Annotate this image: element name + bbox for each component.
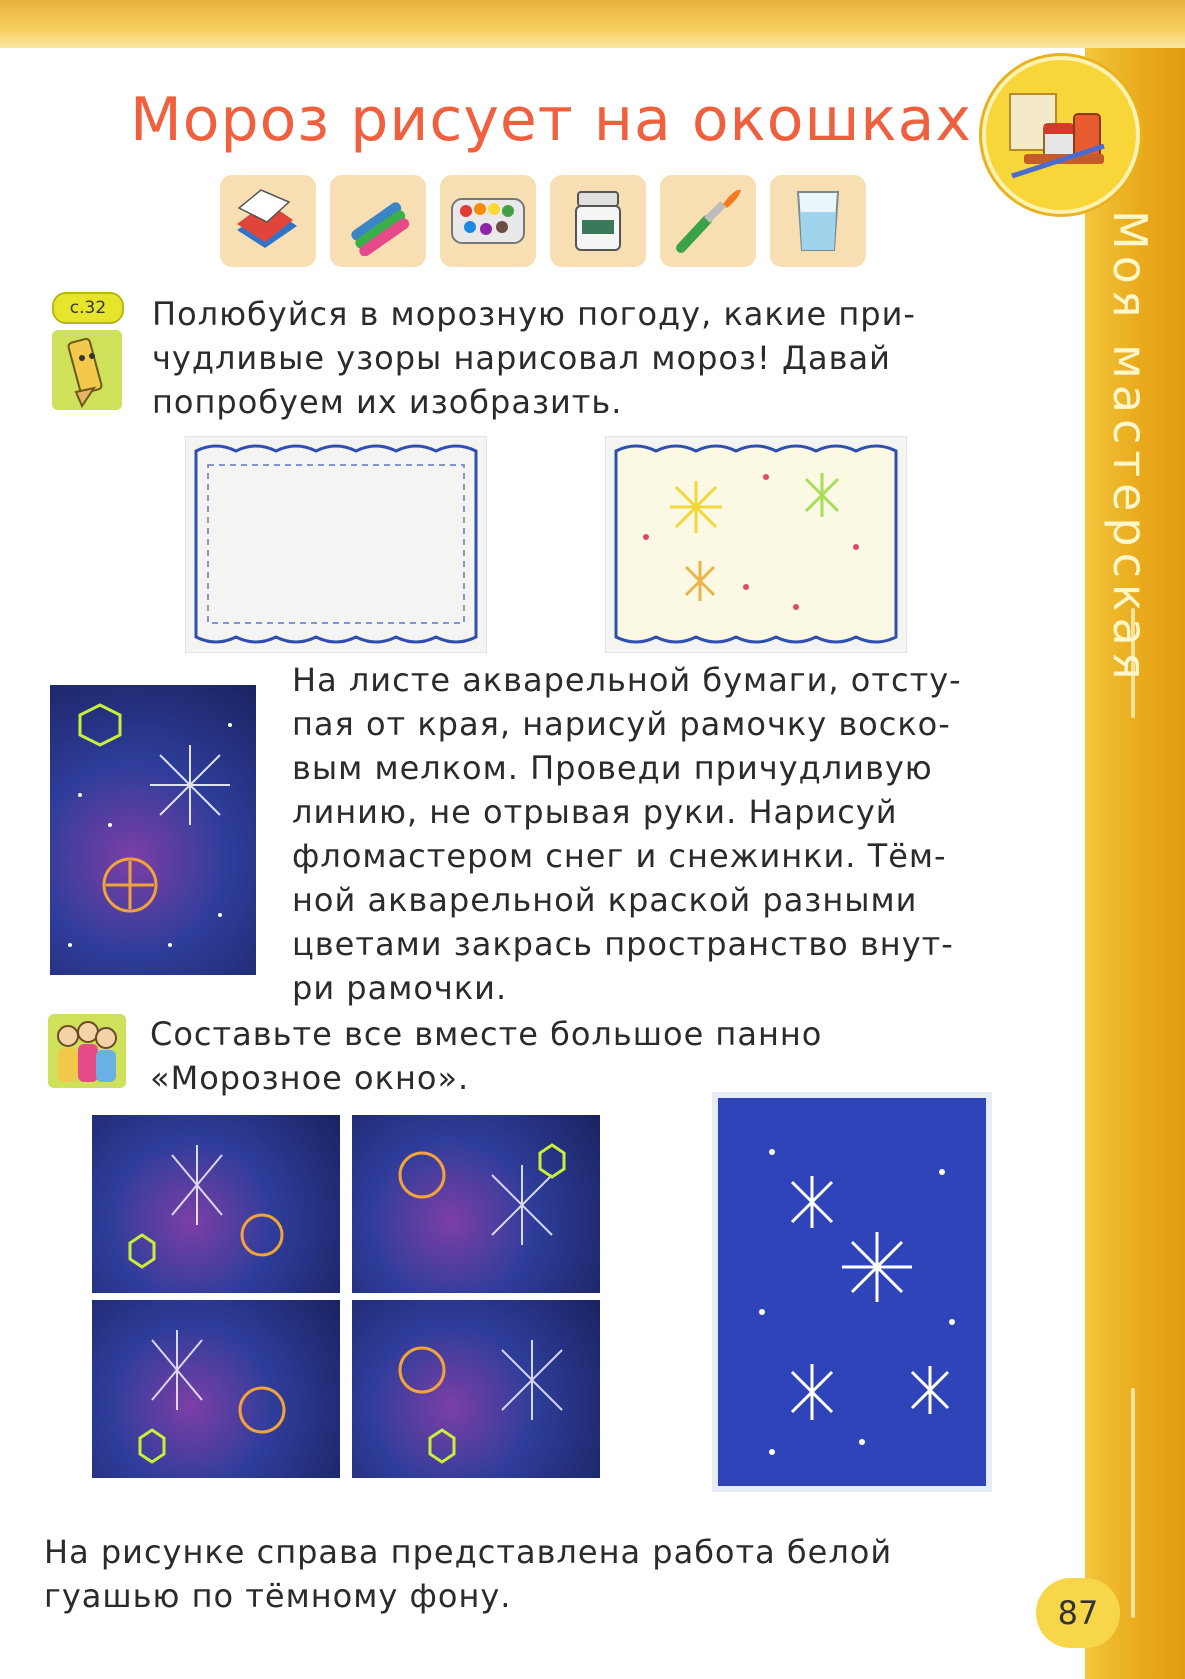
intro-line: чудливые узоры нарисовал мороз! Давай xyxy=(152,339,891,377)
paper-icon xyxy=(220,175,316,267)
page-reference-tag: с.32 xyxy=(52,292,124,324)
crayons-icon xyxy=(330,175,426,267)
white-gouache-artwork xyxy=(712,1092,992,1492)
frost-frame-colored-example xyxy=(605,436,907,653)
caption-line: На рисунке справа представлена работа белой xyxy=(44,1533,893,1571)
instructions-line: фломастером снег и снежинки. Тём- xyxy=(292,837,947,875)
group-task-line: Составьте все вместе большое панно xyxy=(150,1015,823,1053)
brush-icon xyxy=(660,175,756,267)
intro-line: Полюбуйся в морозную погоду, какие при- xyxy=(152,295,916,333)
page-number: 87 xyxy=(1036,1578,1120,1648)
frost-frame-example xyxy=(185,436,487,653)
panel-artwork xyxy=(92,1115,340,1293)
caption-line: гуашью по тёмному фону. xyxy=(44,1577,512,1615)
gouache-jar-icon xyxy=(550,175,646,267)
panel-artwork xyxy=(92,1300,340,1478)
caption-paragraph xyxy=(44,1530,1004,1618)
side-stripe xyxy=(1131,1388,1135,1618)
intro-line: попробуем их изобразить. xyxy=(152,383,623,421)
instructions-line: цветами закрась пространство внут- xyxy=(292,925,954,963)
intro-paragraph xyxy=(152,292,1032,424)
instructions-line: пая от края, нарисуй рамочку воско- xyxy=(292,705,951,743)
watercolor-icon xyxy=(440,175,536,267)
instructions-line: линию, не отрывая руки. Нарисуй xyxy=(292,793,898,831)
instructions-line: ной акварельной краской разными xyxy=(292,881,918,919)
group-task-line: «Морозное окно». xyxy=(150,1059,470,1097)
instructions-paragraph xyxy=(292,658,1052,1010)
watercolor-frost-artwork xyxy=(50,685,256,975)
materials-row xyxy=(220,175,866,267)
art-supplies-badge xyxy=(982,56,1140,214)
art-supplies-icon xyxy=(1004,84,1116,184)
panel-artwork xyxy=(352,1115,600,1293)
top-bar xyxy=(0,0,1185,48)
page-title: Мороз рисует на окошках xyxy=(130,85,972,155)
pencil-character-icon xyxy=(52,330,122,410)
water-glass-icon xyxy=(770,175,866,267)
instructions-line: На листе акварельной бумаги, отсту- xyxy=(292,661,962,699)
group-task-paragraph xyxy=(150,1012,1030,1100)
instructions-line: ри рамочки. xyxy=(292,969,508,1007)
instructions-line: вым мелком. Проведи причудливую xyxy=(292,749,933,787)
panel-artwork xyxy=(352,1300,600,1478)
group-work-icon xyxy=(48,1014,126,1088)
section-side-title: Моя мастерская xyxy=(1103,210,1157,686)
